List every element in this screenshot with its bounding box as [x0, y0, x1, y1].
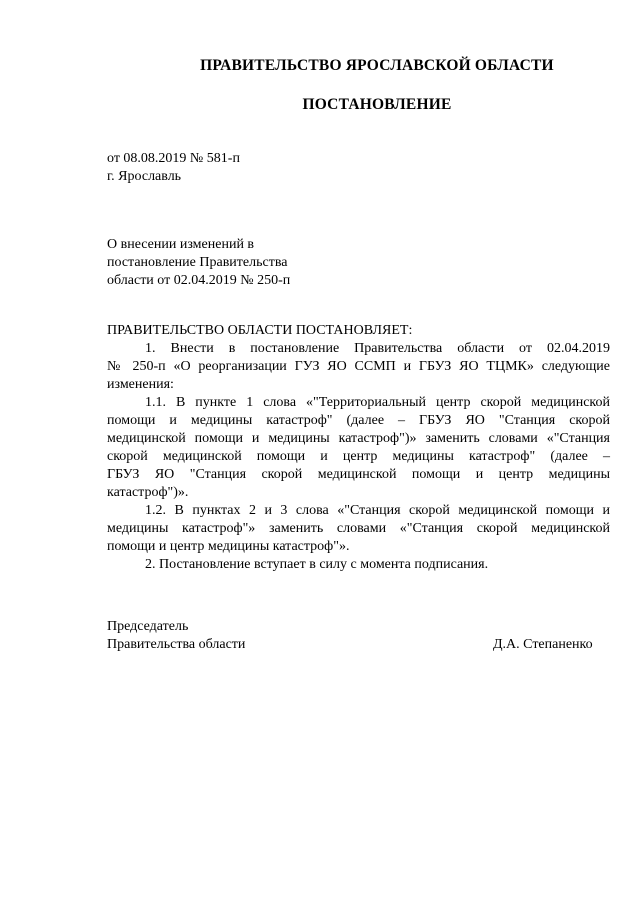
paragraph-1-1-line: 1.1. В пункте 1 слова «"Территориальный центр скорой медицинской — [145, 395, 610, 410]
signatory-name: Д.А. Степаненко — [493, 637, 593, 652]
document-type-title: ПОСТАНОВЛЕНИЕ — [302, 96, 452, 113]
subject-line: области от 02.04.2019 № 250-п — [107, 273, 291, 288]
subject-line: постановление Правительства — [107, 255, 288, 270]
paragraph-1-line: изменения: — [107, 377, 174, 392]
preamble: ПРАВИТЕЛЬСТВО ОБЛАСТИ ПОСТАНОВЛЯЕТ: — [107, 323, 413, 338]
government-title: ПРАВИТЕЛЬСТВО ЯРОСЛАВСКОЙ ОБЛАСТИ — [200, 57, 554, 74]
paragraph-1-line: № 250-п «О реорганизации ГУЗ ЯО ССМП и ГБУЗ ЯО ТЦМК» следующие — [107, 359, 610, 374]
paragraph-1-1-line: помощи и медицины катастроф" (далее – ГБУЗ ЯО "Станция скорой — [107, 413, 610, 428]
paragraph-1-line: 1. Внести в постановление Правительства области от 02.04.2019 — [145, 341, 610, 356]
signatory-position: Председатель — [107, 619, 189, 634]
subject-line: О внесении изменений в — [107, 237, 255, 252]
paragraph-1-2-line: 1.2. В пунктах 2 и 3 слова «"Станция скорой медицинской помощи и — [145, 503, 610, 518]
paragraph-1-2-line: медицины катастроф"» заменить словами «"Станция скорой медицинской — [107, 521, 610, 536]
paragraph-1-2-line: помощи и центр медицины катастроф"». — [107, 539, 350, 554]
paragraph-1-1-line: ГБУЗ ЯО "Станция скорой медицинской помощи и центр медицины — [107, 467, 610, 482]
paragraph-1-1-line: катастроф")». — [107, 485, 189, 500]
city: г. Ярославль — [107, 169, 182, 184]
paragraph-1-1-line: скорой медицинской помощи и центр медицины катастроф" (далее – — [107, 449, 610, 464]
date-number: от 08.08.2019 № 581-п — [107, 151, 240, 166]
signatory-position: Правительства области — [107, 637, 246, 652]
paragraph-1-1-line: медицинской помощи и медицины катастроф")» заменить словами «"Станция — [107, 431, 610, 446]
paragraph-2: 2. Постановление вступает в силу с момента подписания. — [145, 557, 489, 572]
